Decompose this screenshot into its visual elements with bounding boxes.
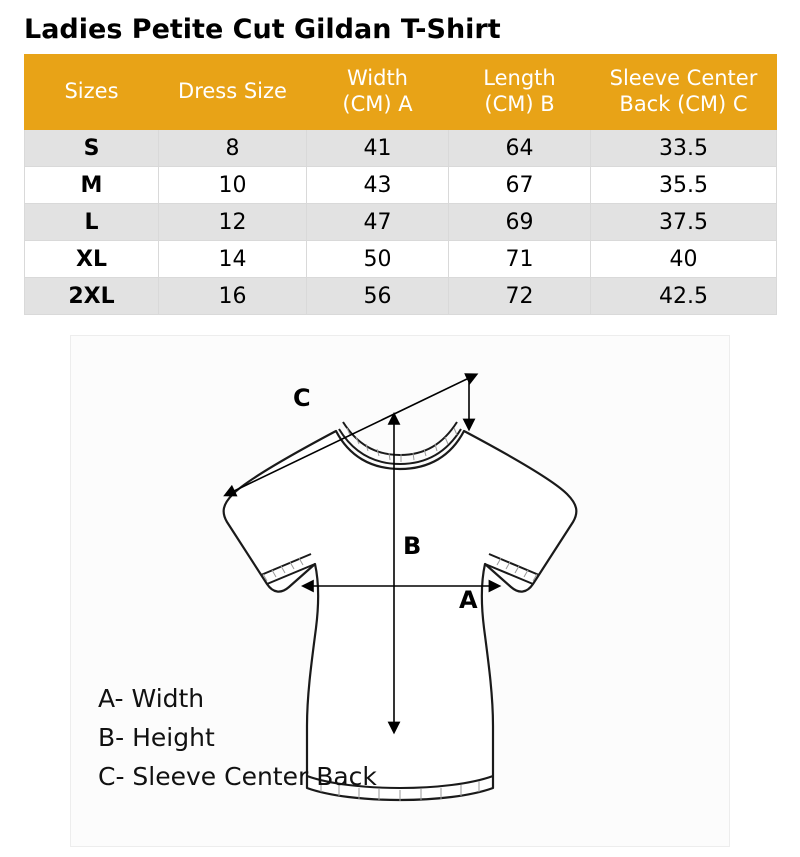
cell-width: 47	[307, 204, 449, 241]
column-header-dress-size	[159, 55, 307, 130]
legend-item-height: B- Height	[98, 722, 215, 752]
cell-length: 71	[449, 241, 591, 278]
collar-outer	[343, 422, 457, 455]
cell-sleeve: 40	[591, 241, 777, 278]
cell-sleeve: 37.5	[591, 204, 777, 241]
diagram-legend	[98, 680, 377, 796]
table-row	[25, 167, 777, 204]
table-row	[25, 204, 777, 241]
cell-length: 64	[449, 130, 591, 167]
table-row	[25, 130, 777, 167]
table-header-row	[25, 55, 777, 130]
measure-label-b: B	[403, 532, 422, 560]
cell-dress-size: 16	[159, 278, 307, 315]
column-header-sizes	[25, 55, 159, 130]
column-header-width-line2: (CM) A	[342, 92, 413, 116]
cell-sleeve: 33.5	[591, 130, 777, 167]
cell-size: XL	[25, 241, 159, 278]
cell-dress-size: 8	[159, 130, 307, 167]
table-row	[25, 241, 777, 278]
cell-length: 69	[449, 204, 591, 241]
cell-dress-size: 10	[159, 167, 307, 204]
cell-sleeve: 35.5	[591, 167, 777, 204]
column-header-width	[307, 55, 449, 130]
measure-label-c: C	[293, 384, 311, 412]
column-header-sleeve	[591, 55, 777, 130]
table-row	[25, 278, 777, 315]
cell-size: L	[25, 204, 159, 241]
legend-item-width: A- Width	[98, 684, 205, 713]
column-header-length-line1: Length	[483, 66, 556, 91]
cell-width: 56	[307, 278, 449, 315]
measure-label-a: A	[459, 586, 478, 614]
table-header	[25, 55, 777, 130]
column-header-length	[449, 55, 591, 130]
cell-dress-size: 12	[159, 204, 307, 241]
page-title: Ladies Petite Cut Gildan T-Shirt	[24, 14, 501, 45]
cell-width: 41	[307, 130, 449, 167]
column-header-dress-size-line1: Dress Size	[178, 79, 287, 104]
cell-size: M	[25, 167, 159, 204]
cell-width: 50	[307, 241, 449, 278]
cell-length: 67	[449, 167, 591, 204]
column-header-width-line1: Width	[346, 66, 408, 91]
column-header-length-line2: (CM) B	[484, 92, 555, 116]
cell-width: 43	[307, 167, 449, 204]
column-header-sizes-line1: Sizes	[64, 79, 119, 104]
cell-length: 72	[449, 278, 591, 315]
cell-size: 2XL	[25, 278, 159, 315]
size-table	[24, 54, 777, 315]
cell-size: S	[25, 130, 159, 167]
cell-sleeve: 42.5	[591, 278, 777, 315]
column-header-sleeve-line2: Back (CM) C	[619, 92, 748, 116]
column-header-sleeve-line1: Sleeve Center	[609, 66, 758, 91]
legend-item-sleeve: C- Sleeve Center Back	[98, 761, 377, 791]
cell-dress-size: 14	[159, 241, 307, 278]
table-body	[25, 130, 777, 315]
